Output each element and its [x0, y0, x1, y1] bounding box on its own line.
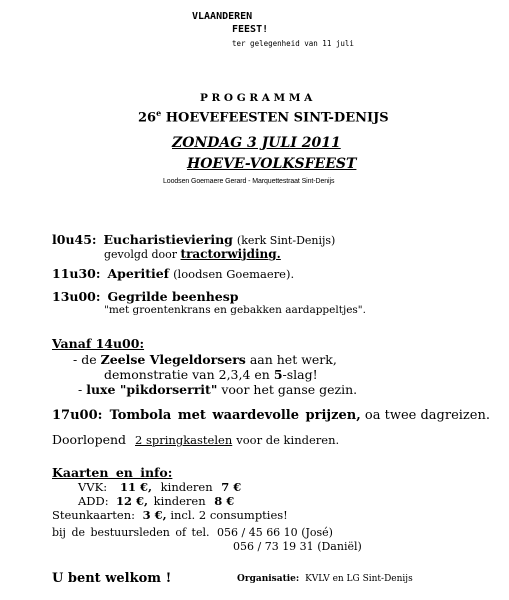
program-item-aperitief	[52, 266, 294, 281]
phone-2: 056 / 73 19 31	[233, 540, 314, 553]
tickets-add	[78, 494, 234, 508]
lunch-description: "met groentenkrans en gebakken aardappeltjes".	[104, 304, 366, 316]
item-name: Gegrilde beenhesp	[107, 289, 239, 304]
steun-price: 3 €,	[142, 508, 167, 522]
time-label: 11u30:	[52, 266, 101, 281]
pikdorserrit: luxe "pikdorserrit"	[86, 382, 218, 397]
organisation-line	[237, 574, 413, 584]
item-name: Eucharistieviering	[103, 232, 233, 247]
item-name: Aperitief	[107, 266, 170, 281]
program-item-lunch	[52, 289, 239, 304]
item-detail: (kerk Sint-Denijs)	[236, 234, 336, 247]
item-detail: (loodsen Goemaere).	[173, 267, 295, 281]
vvk-price: 11 €,	[120, 480, 153, 494]
person-1: (José)	[301, 526, 333, 539]
organisation-value: KVLV en LG Sint-Denijs	[305, 574, 413, 584]
programma-heading: P R O G R A M M A	[200, 92, 313, 104]
add-label: ADD:	[78, 494, 109, 508]
tickets-heading: Kaarten en info:	[52, 465, 173, 480]
bouncy-castles: 2 springkastelen	[135, 433, 233, 447]
brand-subtitle: ter gelegenheid van 11 juli	[232, 39, 354, 48]
vlegeldorsers: Zeelse Vlegeldorsers	[100, 352, 246, 367]
time-label: 17u00:	[52, 408, 103, 423]
program-item-mass-line2	[104, 247, 281, 261]
program-item-tombola	[52, 408, 490, 423]
item-name: Tombola met waardevolle prijzen,	[109, 408, 361, 423]
line-bold: 5	[273, 367, 283, 382]
add-kids-price: 8 €	[214, 494, 235, 508]
add-kids: kinderen	[153, 494, 206, 508]
vvk-kids-price: 7 €	[221, 480, 242, 494]
welcome-text: U bent welkom !	[52, 571, 172, 586]
doorlopend-line	[52, 432, 339, 447]
tickets-steun	[52, 508, 288, 522]
tickets-vvk	[78, 480, 241, 494]
afternoon-line-1	[73, 352, 337, 367]
line-prefix: - de	[73, 352, 97, 367]
afternoon-line-3	[78, 382, 357, 397]
doorlopend-prefix: Doorlopend	[52, 432, 127, 447]
brand-line-2: FEEST!	[232, 24, 269, 35]
edition-number: 26	[138, 110, 157, 126]
event-location: Loodsen Goemaere Gerard - Marquettestraat Sint-Denijs	[163, 178, 335, 185]
contact-line-2	[233, 540, 362, 553]
steun-label: Steunkaarten:	[52, 508, 136, 522]
line-text: demonstratie van 2,3,4 en	[104, 367, 270, 382]
person-2: (Daniël)	[317, 540, 362, 553]
time-label: l0u45:	[52, 232, 97, 247]
item-prefix: gevolgd door	[104, 248, 178, 261]
tractor-blessing: tractorwijding.	[180, 247, 281, 261]
line-rest: voor het ganse gezin.	[221, 382, 358, 397]
contact-prefix: bij de bestuursleden of tel.	[52, 526, 210, 539]
brand-line-1: VLAANDEREN	[192, 11, 253, 22]
event-name: HOEVE-VOLKSFEEST	[187, 156, 357, 172]
item-detail: oa twee dagreizen.	[364, 408, 490, 423]
event-date: ZONDAG 3 JULI 2011	[172, 135, 341, 151]
line-rest: aan het werk,	[249, 352, 337, 367]
phone-1: 056 / 45 66 10	[217, 526, 298, 539]
contact-line-1	[52, 526, 333, 539]
vvk-label: VVK:	[78, 480, 108, 494]
steun-rest: incl. 2 consumpties!	[170, 508, 288, 522]
doorlopend-rest: voor de kinderen.	[236, 433, 340, 447]
organisation-label: Organisatie:	[237, 574, 300, 584]
line-prefix: -	[78, 382, 83, 397]
program-item-mass	[52, 232, 335, 247]
edition-title	[138, 108, 389, 125]
afternoon-heading: Vanaf 14u00:	[52, 336, 145, 351]
line-rest: -slag!	[282, 367, 318, 382]
time-label: 13u00:	[52, 289, 101, 304]
edition-superscript: e	[156, 108, 162, 118]
vvk-kids: kinderen	[160, 480, 213, 494]
edition-rest: HOEVEFEESTEN SINT-DENIJS	[161, 110, 389, 126]
afternoon-line-2	[104, 367, 318, 382]
add-price: 12 €,	[116, 494, 149, 508]
